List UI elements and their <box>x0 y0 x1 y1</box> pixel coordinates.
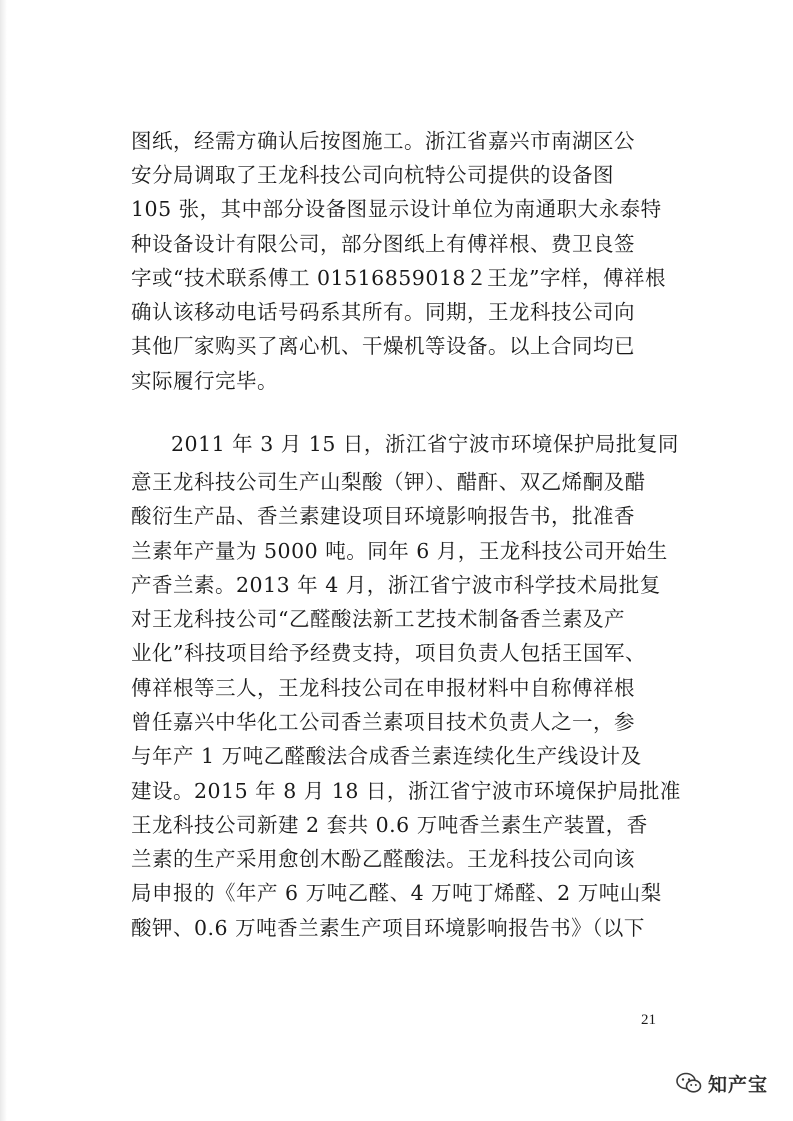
page-edge-shadow <box>0 0 7 1121</box>
text-line: 字或“技术联系傅工 01516859018２王龙”字样，傅祥根 <box>131 266 666 290</box>
text-line: 意王龙科技公司生产山梨酸（钾）、醋酐、双乙烯酮及醋 <box>131 470 646 494</box>
text-line: 安分局调取了王龙科技公司向杭特公司提供的设备图 <box>131 163 614 187</box>
text-line: 与年产 1 万吨乙醛酸法合成香兰素连续化生产线设计及 <box>131 744 642 768</box>
text-line: 兰素的生产采用愈创木酚乙醛酸法。王龙科技公司向该 <box>131 847 635 871</box>
text-line: 建设。2015 年 8 月 18 日，浙江省宁波市环境保护局批准 <box>131 779 681 803</box>
wechat-icon <box>676 1072 702 1094</box>
text-line: 兰素年产量为 5000 吨。同年 6 月，王龙科技公司开始生 <box>131 539 668 563</box>
text-line: 业化”科技项目给予经费支持，项目负责人包括王国军、 <box>131 641 646 665</box>
text-line: 产香兰素。2013 年 4 月，浙江省宁波市科学技术局批复 <box>131 573 661 597</box>
watermark-text: 知产宝 <box>708 1073 769 1096</box>
text-line: 局申报的《年产 6 万吨乙醛、4 万吨丁烯醛、2 万吨山梨 <box>131 881 662 905</box>
text-line: 种设备设计有限公司，部分图纸上有傅祥根、费卫良签 <box>131 232 635 256</box>
text-line: 图纸，经需方确认后按图施工。浙江省嘉兴市南湖区公 <box>131 129 635 153</box>
text-line: 105 张，其中部分设备图显示设计单位为南通职大永泰特 <box>131 197 662 221</box>
watermark <box>676 1069 768 1097</box>
page-number: 21 <box>641 1012 656 1028</box>
text-line: 其他厂家购买了离心机、干燥机等设备。以上合同均已 <box>131 334 635 358</box>
text-line: 确认该移动电话号码系其所有。同期，王龙科技公司向 <box>131 300 635 324</box>
text-line: 对王龙科技公司“乙醛酸法新工艺技术制备香兰素及产 <box>131 607 625 631</box>
text-line: 傅祥根等三人，王龙科技公司在申报材料中自称傅祥根 <box>131 676 635 700</box>
text-line: 2011 年 3 月 15 日，浙江省宁波市环境保护局批复同 <box>171 432 679 456</box>
text-line: 实际履行完毕。 <box>131 369 278 393</box>
text-line: 酸衍生产品、香兰素建设项目环境影响报告书，批准香 <box>131 504 635 528</box>
text-line: 酸钾、0.6 万吨香兰素生产项目环境影响报告书》（以下 <box>131 916 645 940</box>
text-line: 曾任嘉兴中华化工公司香兰素项目技术负责人之一，参 <box>131 710 635 734</box>
text-line: 王龙科技公司新建 2 套共 0.6 万吨香兰素生产装置，香 <box>131 813 648 837</box>
